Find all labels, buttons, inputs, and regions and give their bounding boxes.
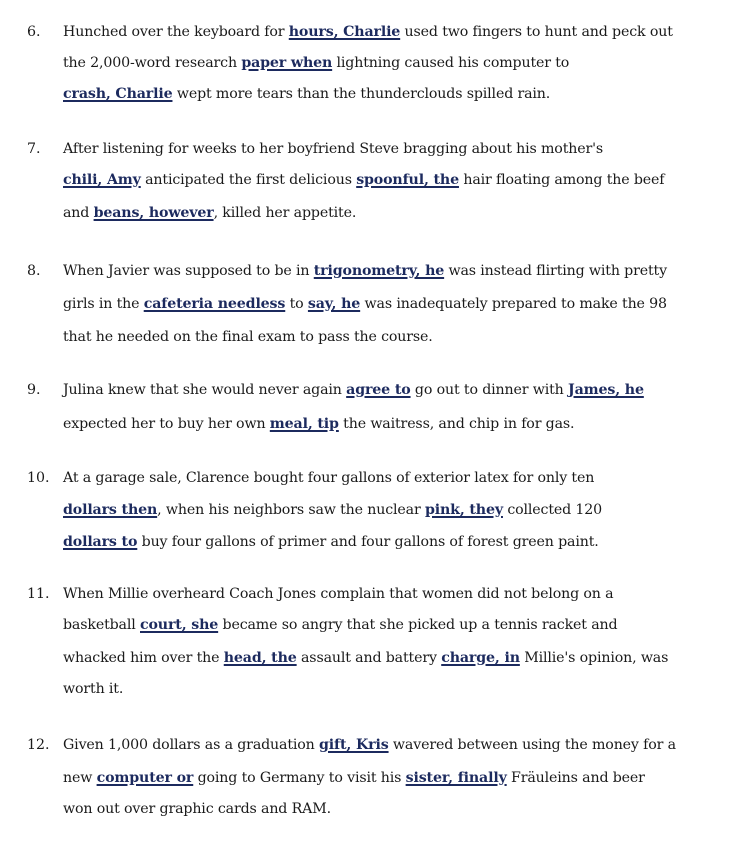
underlined-phrase: crash, Charlie bbox=[63, 86, 173, 102]
sentence-line: After listening for weeks to her boyfriend Steve bragging about his mother's bbox=[63, 141, 603, 157]
item-number: 8. bbox=[27, 263, 41, 279]
sentence-line: At a garage sale, Clarence bought four gallons of exterior latex for only ten bbox=[63, 470, 595, 486]
underlined-phrase: beans, however bbox=[93, 205, 214, 221]
sentence-line: won out over graphic cards and RAM. bbox=[63, 801, 331, 817]
underlined-phrase: computer or bbox=[96, 770, 194, 786]
sentence-line: Julina knew that she would never again agree to go out to dinner with James, he bbox=[63, 382, 644, 398]
sentence-line: basketball court, she became so angry that she picked up a tennis racket and bbox=[63, 617, 618, 633]
underlined-phrase: gift, Kris bbox=[319, 737, 389, 753]
sentence-line: dollars then, when his neighbors saw the nuclear pink, they collected 120 bbox=[63, 502, 603, 518]
underlined-phrase: hours, Charlie bbox=[288, 24, 401, 40]
sentence-line: expected her to buy her own meal, tip the waitress, and chip in for gas. bbox=[63, 416, 575, 432]
sentence-line: chili, Amy anticipated the first delicious spoonful, the hair floating among the beef bbox=[63, 172, 665, 188]
underlined-phrase: agree to bbox=[346, 382, 411, 398]
item-number: 10. bbox=[27, 470, 50, 486]
sentence-line: When Javier was supposed to be in trigonometry, he was instead flirting with pretty bbox=[63, 263, 667, 279]
underlined-phrase: trigonometry, he bbox=[313, 263, 445, 279]
item-number: 7. bbox=[27, 141, 41, 157]
sentence-line: worth it. bbox=[63, 681, 124, 697]
underlined-phrase: meal, tip bbox=[269, 416, 339, 432]
underlined-phrase: dollars then bbox=[63, 502, 158, 518]
sentence-line: Hunched over the keyboard for hours, Charlie used two fingers to hunt and peck out bbox=[63, 24, 673, 40]
item-number: 9. bbox=[27, 382, 41, 398]
sentence-line: that he needed on the final exam to pass the course. bbox=[63, 329, 433, 345]
sentence-line: new computer or going to Germany to visit his sister, finally Fräuleins and beer bbox=[63, 770, 645, 786]
underlined-phrase: dollars to bbox=[63, 534, 138, 550]
sentence-line: crash, Charlie wept more tears than the thunderclouds spilled rain. bbox=[63, 86, 551, 102]
sentence-line: When Millie overheard Coach Jones complain that women did not belong on a bbox=[63, 586, 614, 602]
underlined-phrase: sister, finally bbox=[405, 770, 507, 786]
underlined-phrase: paper when bbox=[241, 55, 333, 71]
sentence-line: girls in the cafeteria needless to say, he was inadequately prepared to make the 98 bbox=[63, 296, 667, 312]
item-number: 6. bbox=[27, 24, 41, 40]
underlined-phrase: pink, they bbox=[424, 502, 503, 518]
underlined-phrase: spoonful, the bbox=[356, 172, 459, 188]
underlined-phrase: head, the bbox=[223, 650, 297, 666]
sentence-line: whacked him over the head, the assault and battery charge, in Millie's opinion, was bbox=[63, 650, 669, 666]
sentence-line: Given 1,000 dollars as a graduation gift, Kris wavered between using the money for a bbox=[63, 737, 676, 753]
underlined-phrase: charge, in bbox=[441, 650, 520, 666]
sentence-line: dollars to buy four gallons of primer and four gallons of forest green paint. bbox=[63, 534, 599, 550]
underlined-phrase: court, she bbox=[140, 617, 219, 633]
underlined-phrase: cafeteria needless bbox=[143, 296, 286, 312]
underlined-phrase: chili, Amy bbox=[63, 172, 141, 188]
underlined-phrase: say, he bbox=[307, 296, 361, 312]
item-number: 11. bbox=[27, 586, 50, 602]
sentence-line: and beans, however, killed her appetite. bbox=[63, 205, 357, 221]
sentence-line: the 2,000-word research paper when lightning caused his computer to bbox=[63, 55, 570, 71]
underlined-phrase: James, he bbox=[568, 382, 644, 398]
item-number: 12. bbox=[27, 737, 50, 753]
